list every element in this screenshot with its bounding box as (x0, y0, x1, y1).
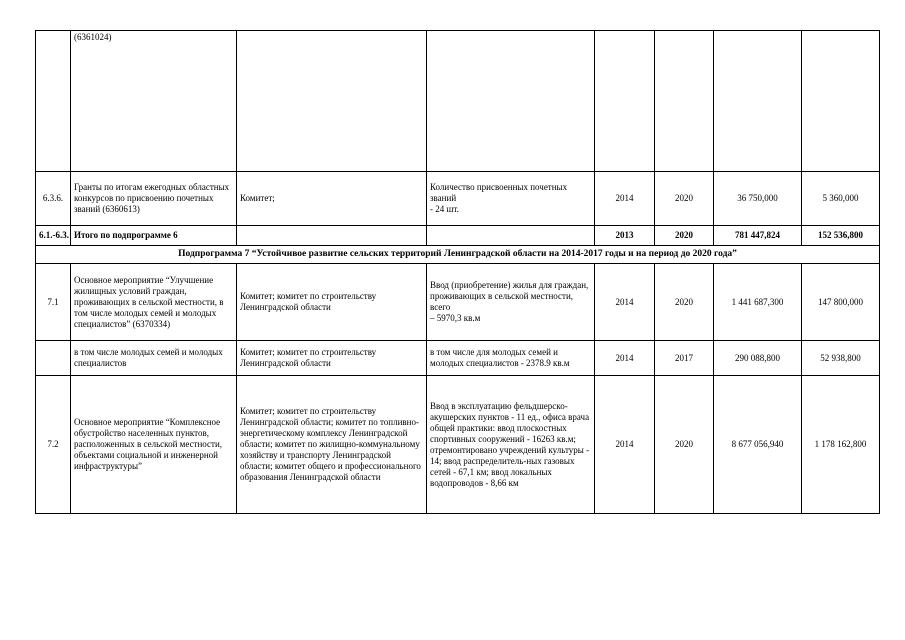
executor: Комитет; комитет по строительству Ленинградской области; комитет по топливно-энергетическому комплексу Ленинградской области; комитет по жилищно-коммунальному хозяйству и транспорту Ленинградской области; комитет общего и профессионального образования Ленинградской области (237, 376, 427, 514)
program-table (35, 30, 880, 514)
row-number: 7.2 (36, 376, 71, 514)
regional-amount: 147 800,000 (802, 264, 880, 341)
start-year: 2014 (595, 172, 655, 226)
indicator (427, 31, 595, 172)
end-year (655, 31, 714, 172)
indicator: Количество присвоенных почетных званий - 24 шт. (427, 172, 595, 226)
executor: Комитет; (237, 172, 427, 226)
end-year: 2017 (655, 341, 714, 376)
total-amount: 290 088,800 (714, 341, 802, 376)
measure-name: Основное мероприятие “Улучшение жилищных условий граждан, проживающих в сельской местности, в том числе молодых семей и молодых специалистов” (6370334) (71, 264, 237, 341)
indicator: в том числе для молодых семей и молодых специалистов - 2378.9 кв.м (427, 341, 595, 376)
measure-name: (6361024) (71, 31, 237, 172)
total-amount: 36 750,000 (714, 172, 802, 226)
measure-name: Итого по подпрограмме 6 (71, 226, 237, 246)
regional-amount (802, 31, 880, 172)
regional-amount: 152 536,800 (802, 226, 880, 246)
executor: Комитет; комитет по строительству Ленинградской области (237, 341, 427, 376)
total-amount: 781 447,824 (714, 226, 802, 246)
table-row (36, 341, 880, 376)
row-number (36, 31, 71, 172)
regional-amount: 1 178 162,800 (802, 376, 880, 514)
end-year: 2020 (655, 172, 714, 226)
start-year: 2014 (595, 376, 655, 514)
executor (237, 226, 427, 246)
table-row (36, 376, 880, 514)
executor: Комитет; комитет по строительству Ленинградской области (237, 264, 427, 341)
subtotal-row (36, 226, 880, 246)
end-year: 2020 (655, 264, 714, 341)
start-year: 2013 (595, 226, 655, 246)
total-amount: 8 677 056,940 (714, 376, 802, 514)
start-year: 2014 (595, 341, 655, 376)
regional-amount: 52 938,800 (802, 341, 880, 376)
table-row (36, 31, 880, 172)
executor (237, 31, 427, 172)
subprogram-7-title: Подпрограмма 7 “Устойчивое развитие сельских территорий Ленинградской области на 2014-2017 годы и на период до 2020 года” (36, 246, 880, 264)
indicator: Ввод (приобретение) жилья для граждан, проживающих в сельской местности, всего – 5970,3 кв.м (427, 264, 595, 341)
total-amount: 1 441 687,300 (714, 264, 802, 341)
start-year: 2014 (595, 264, 655, 341)
measure-name: Гранты по итогам ежегодных областных конкурсов по присвоению почетных званий (6360613) (71, 172, 237, 226)
subprogram-header-row (36, 246, 880, 264)
end-year: 2020 (655, 226, 714, 246)
table-row (36, 264, 880, 341)
indicator (427, 226, 595, 246)
start-year (595, 31, 655, 172)
indicator: Ввод в эксплуатацию фельдшерско-акушерских пунктов - 11 ед., офиса врача общей практики: ввод плоскостных спортивных сооружений - 16263 кв.м; отремонтировано учреждений культуры - 14; ввод распределитель-ных газовых сетей - 67,1 км; ввод локальных водопроводов - 8,66 км (427, 376, 595, 514)
row-number: 6.3.6. (36, 172, 71, 226)
measure-name: в том числе молодых семей и молодых специалистов (71, 341, 237, 376)
end-year: 2020 (655, 376, 714, 514)
row-number: 7.1 (36, 264, 71, 341)
table-row (36, 172, 880, 226)
regional-amount: 5 360,000 (802, 172, 880, 226)
row-number: 6.1.-6.3. (36, 226, 71, 246)
measure-name: Основное мероприятие “Комплексное обустройство населенных пунктов, расположенных в сельской местности, объектами социальной и инженерной инфраструктуры” (71, 376, 237, 514)
total-amount (714, 31, 802, 172)
row-number (36, 341, 71, 376)
